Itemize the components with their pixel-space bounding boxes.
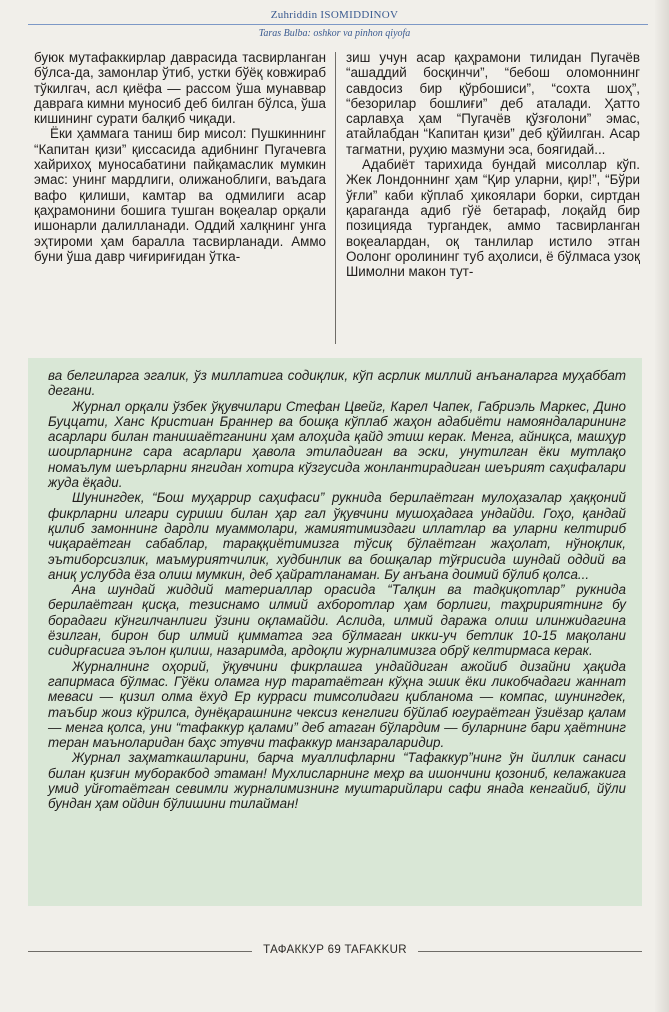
running-header-title: Taras Bulba: oshkor va pinhon qiyofa bbox=[258, 28, 411, 39]
article-column-right bbox=[346, 50, 640, 346]
letter-paragraph: Журнал заҳматкашларини, барча муаллифларни “Тафаккур”нинг ўн йиллик санаси билан қизғин муборакбод этаман! Мухлисларнинг меҳр ва ишончини қозониб, келажакига умид уйғотаётган севимли журналимизнинг муштарийлари сафи янада кенгайиб, йўли бундан ҳам ойдин бўлишини тилайман! bbox=[48, 750, 626, 812]
page-edge-shadow bbox=[655, 0, 669, 1012]
footer-page-number: ТАФАККУР 69 TAFAKKUR bbox=[263, 944, 407, 956]
letter-paragraph: Журнал орқали ўзбек ўқувчилари Стефан Цвейг, Карел Чапек, Габриэль Маркес, Дино Буццати, Ханс Кристиан Браннер ва бошқа кўплаб жаҳон адабиёти намояндаларининг асарлари билан танишаётганини ҳам алоҳида қайд этиш керак. Менга, айниқса, машҳур шоирларнинг сара асарлари ҳавола этиладиган ва эски, унутилган ёки мутлақо номаълум шеърларни янгидан хотира кўзгусида жонлантирадиган шеърият саҳифалари жуда ёқади. bbox=[48, 398, 626, 491]
reader-letter-box bbox=[28, 358, 642, 906]
letter-paragraph: Шунингдек, “Бош муҳаррир саҳифаси” рукнида берилаётган мулоҳазалар ҳаққоний фикрларни илгари суриши билан ҳар гал ўқувчини мушоҳадага ундайди. Гоҳо, қандай қилиб замоннинг дардли муаммолари, жамиятимиздаги иллатлар ва уларни келтириб чиқараётган сабаблар, тараққиётимизга тўсиқ бўлаётган жаҳолат, нўноқлик, эътиборсизлик, маъмуриятчилик, худбинлик ва бошқалар тўғрисида шундай оддий ва аниқ услубда ёза олиш мумкин, деб ҳайратланаман. Бу анъана доимий бўлиб қолса... bbox=[48, 490, 626, 582]
footer-rule-right bbox=[418, 951, 642, 952]
article-paragraph: зиш учун асар қаҳрамони тилидан Пугачёв “ашаддий босқинчи”, “бебош оломоннинг савдосиз бир қўрбошиси”, “сохта шоҳ”, “безорилар бошлиғи” деб аталади. Ҳатто сарлавҳа ҳам “Пугачёв қўзғолони” эмас, атайлабдан “Капитан қизи” деб қўйилган. Асар тагматни, руҳию мазмуни эса, боягидай... bbox=[346, 50, 640, 157]
article-paragraph: буюк мутафаккирлар даврасида тасвирланган бўлса-да, замонлар ўтиб, устки бўёқ ковжираб тўкилгач, асл қиёфа — рассом ўша мунаввар даврага кимни муносиб деб билган бўлса, ўша кишининг сурати балқиб чиқади. bbox=[34, 50, 326, 127]
article-paragraph: Адабиёт тарихида бундай мисоллар кўп. Жек Лондоннинг ҳам “Қир уларни, қир!”, “Бўри ўғли” каби кўплаб ҳикоялари борки, сиртдан қараганда адиб гўё бетараф, лоқайд бир позицияда тургандек, аммо тасвирланган воқеалардан, оқ танлилар истило этган Оолонг оролининг туб аҳолиси, ё бўлмаса узоқ Шимолни макон тут- bbox=[346, 157, 640, 280]
running-header-author: Zuhriddin ISOMIDDINOV bbox=[270, 9, 399, 21]
article-column-left bbox=[34, 50, 326, 346]
letter-paragraph: ва белгиларга эгалик, ўз миллатига содиқлик, кўп асрлик миллий анъаналарга муҳаббат дегани. bbox=[48, 368, 626, 399]
header-rule bbox=[28, 24, 648, 25]
page-footer bbox=[28, 943, 642, 959]
letter-paragraph: Журналнинг оҳорий, ўқувчини фикрлашга ундайдиган ажойиб дизайни ҳақида гапирмаса бўлмас. Гўёки оламга нур таратаётган кўҳна эшик ёки ликобчадаги жаннат меваси — қизил олма ёхуд Ер курраси тимсолидаги қибланома — компас, шунингдек, таъбир жоиз кўрилса, дунёқарашнинг чексиз кенглиги бўйлаб югураётган ўзиёзар қалам — менга қолса, уни “тафаккур қалами” деб атаган бўлардим — буларнинг бари ҳаётнинг теран маъноларидан баҳс этувчи тафаккур манзараларидир. bbox=[48, 658, 626, 751]
letter-paragraph: Ана шундай жиддий материаллар орасида “Талқин ва тадқиқотлар” рукнида берилаётган қисқа, тезиснамо илмий ахборотлар ҳам борлиги, таҳририятнинг бу борадаги кўнгилчанлиги ўзини оқламайди. Аслида, илмий даража олиш илинжидагина ёзилган, бирон бир илмий қимматга эга бўлмаган икки-уч бетлик 10-15 мақолани сидирғасига эълон қилиш, назаримда, ардоқли журналимизга обрў келтирмаса керак. bbox=[48, 582, 626, 659]
article-paragraph: Ёки ҳаммага таниш бир мисол: Пушкиннинг “Капитан қизи” қиссасида адибнинг Пугачевга хайрихоҳ муносабатини пайқамаслик мумкин эмас: унинг мардлиги, олижанoблиги, ваъдага вафо қилиши, камтар ва одмилиги асар қаҳрамонини бошига тушган воқеалар орқали ишонарли далилланади. Оддий халқнинг унга эҳтироми ҳам баралла тасвирланади. Аммо буни ўша давр чиғириғидан ўтка- bbox=[34, 126, 326, 264]
column-divider bbox=[335, 52, 336, 344]
